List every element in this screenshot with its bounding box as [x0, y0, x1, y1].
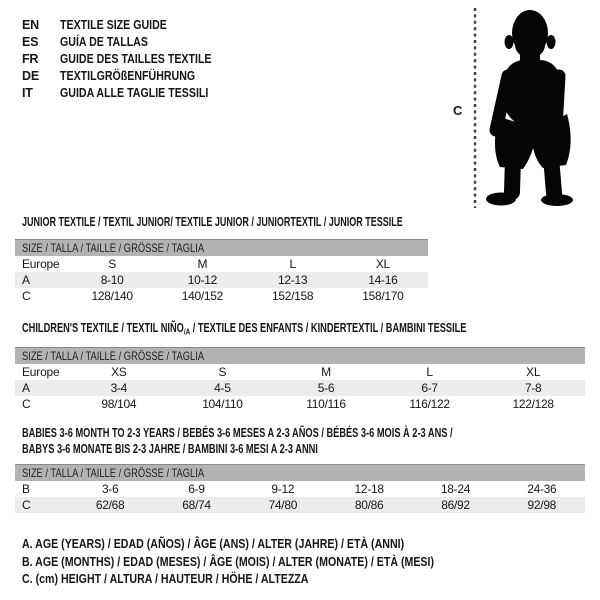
height-cell: 122/128 [512, 397, 554, 411]
height-cell: 116/122 [409, 397, 450, 411]
table-row-age [15, 380, 585, 396]
row-label: C [22, 289, 31, 303]
age-cell: 24-36 [527, 482, 557, 496]
height-cell: 98/104 [101, 397, 137, 411]
legend-line-b: B. AGE (MONTHS) / EDAD (MESES) / ÂGE (MOIS) / ALTER (MONATE) / ETÀ (MESI) [22, 554, 435, 569]
row-label: C [22, 397, 31, 411]
height-cell: 74/80 [268, 498, 298, 512]
size-cell: L [289, 257, 296, 271]
guide-title-es: GUÍA DE TALLAS [60, 35, 148, 49]
language-code: EN [22, 18, 39, 32]
guide-title-fr: GUIDE DES TAILLES TEXTILE [60, 52, 212, 66]
height-cell: 152/158 [271, 289, 314, 303]
age-cell: 3-6 [101, 482, 119, 496]
size-cell: S [218, 365, 227, 379]
measurement-legend [22, 536, 507, 589]
row-label: B [22, 482, 30, 496]
babies-size-table [15, 464, 585, 513]
toddler-silhouette-icon [440, 0, 600, 215]
table-row-age-months [15, 481, 585, 497]
language-row-fr [22, 51, 238, 68]
legend-line-a: A. AGE (YEARS) / EDAD (AÑOS) / ÂGE (ANS) / ALTER (JAHRE) / ETÀ (ANNI) [22, 537, 405, 551]
size-cell: XL [526, 365, 541, 379]
age-cell: 5-6 [317, 381, 335, 395]
age-cell: 7-8 [524, 381, 542, 395]
row-label: A [22, 273, 30, 287]
age-cell: 14-16 [368, 273, 398, 287]
age-cell: 12-18 [354, 482, 384, 496]
legend-line-c: C. (cm) HEIGHT / ALTURA / HAUTEUR / HÖHE / ALTEZZA [22, 572, 309, 586]
row-label: A [22, 381, 30, 395]
language-row-it [22, 85, 238, 102]
table-row-height [15, 497, 585, 513]
row-label: Europe [22, 365, 60, 379]
language-code: IT [22, 86, 33, 100]
height-cell: 92/98 [527, 498, 557, 512]
nino-a-subscript: /A [183, 326, 191, 337]
babies-table-title: BABIES 3-6 MONTH TO 2-3 YEARS / BEBÉS 3-6 MESES A 2-3 AÑOS / BÉBÉS 3-6 MOIS À 2-3 ANS / BABYS 3-6 MONATE BIS 2-3 JAHRE / BAMBINI 3-6 MESI A 2-3 ANNI [22, 426, 453, 456]
table-row-age [15, 272, 428, 288]
height-measure-label: C [453, 103, 463, 118]
guide-title-it: GUIDA ALLE TAGLIE TESSILI [60, 86, 209, 100]
guide-title-de: TEXTILGRÖßENFÜHRUNG [60, 69, 196, 83]
height-cell: 110/116 [306, 397, 346, 411]
size-cell: M [321, 365, 331, 379]
height-cell: 140/152 [181, 289, 224, 303]
guide-title-en: TEXTILE SIZE GUIDE [60, 18, 167, 32]
age-cell: 6-7 [421, 381, 438, 395]
size-header-bar: SIZE / TALLA / TAILLE / GRÖSSE / TAGLIA [15, 239, 428, 256]
language-title-block [22, 17, 238, 102]
age-cell: 10-12 [187, 273, 217, 287]
children-size-table [15, 347, 585, 412]
row-label: C [22, 498, 31, 512]
size-cell: L [426, 365, 433, 379]
language-row-en [22, 17, 238, 34]
size-cell: S [108, 257, 116, 271]
height-cell: 158/170 [362, 289, 404, 303]
table-row-europe [15, 256, 428, 272]
children-table-title: CHILDREN'S TEXTILE / TEXTIL $NIÑO_{/A}$ / TEXTILE DES ENFANTS / KINDERTEXTIL / BAMBINI TESSILE [22, 321, 467, 337]
height-cell: 68/74 [182, 498, 211, 512]
age-cell: 4-5 [214, 381, 231, 395]
language-code: ES [22, 35, 39, 49]
size-header-bar: SIZE / TALLA / TAILLE / GRÖSSE / TAGLIA [15, 347, 585, 364]
size-header-bar: SIZE / TALLA / TAILLE / GRÖSSE / TAGLIA [15, 464, 585, 481]
size-cell: XS [111, 365, 127, 379]
size-cell: M [197, 257, 208, 271]
junior-table-title: JUNIOR TEXTILE / TEXTIL JUNIOR/ TEXTILE JUNIOR / JUNIORTEXTIL / JUNIOR TESSILE [22, 215, 403, 229]
table-row-height [15, 288, 428, 304]
child-height-figure [440, 0, 600, 215]
language-row-de [22, 68, 238, 85]
junior-size-table [15, 239, 428, 304]
language-row-es [22, 34, 238, 51]
size-cell: XL [375, 257, 390, 271]
age-cell: 8-10 [100, 273, 124, 287]
table-row-europe [15, 364, 585, 380]
language-code: FR [22, 52, 39, 66]
height-cell: 104/110 [202, 397, 243, 411]
age-cell: 12-13 [278, 273, 308, 287]
height-cell: 128/140 [91, 289, 133, 303]
height-cell: 62/68 [95, 498, 125, 512]
height-cell: 80/86 [354, 498, 384, 512]
age-cell: 9-12 [271, 482, 295, 496]
language-code: DE [22, 69, 39, 83]
age-cell: 18-24 [440, 482, 471, 496]
height-cell: 86/92 [441, 498, 470, 512]
table-row-height [15, 396, 585, 412]
age-cell: 6-9 [188, 482, 205, 496]
row-label: Europe [22, 257, 60, 271]
age-cell: 3-4 [110, 381, 128, 395]
